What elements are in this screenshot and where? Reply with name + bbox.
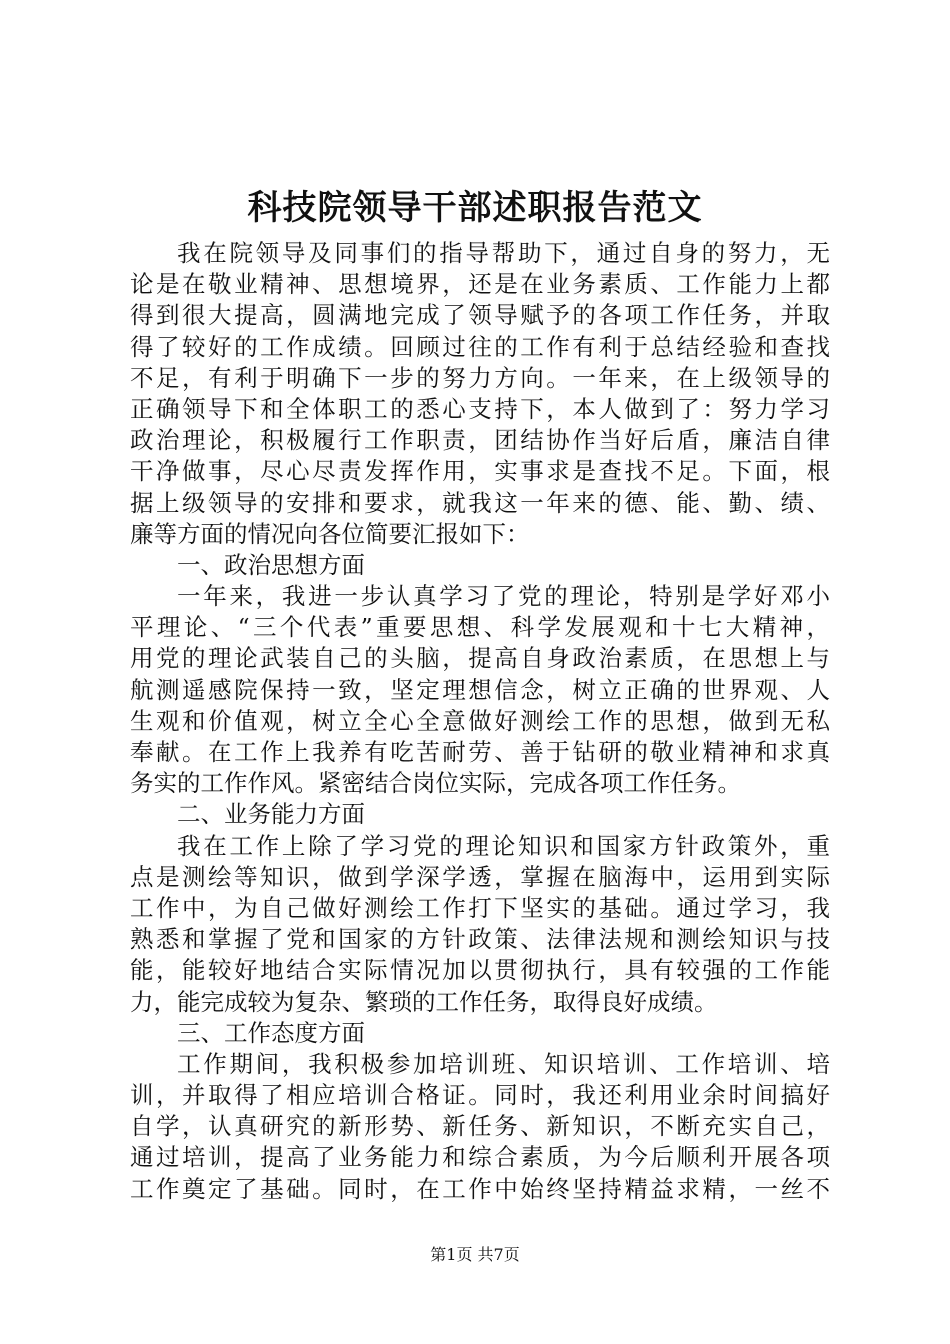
body-line: 得了较好的工作成绩。回顾过往的工作有利于总结经验和查找 [130, 332, 830, 361]
body-line: 力，能完成较为复杂、繁琐的工作任务，取得良好成绩。 [130, 987, 718, 1016]
body-line: 廉等方面的情况向各位简要汇报如下： [130, 519, 530, 548]
body-line: 正确领导下和全体职工的悉心支持下，本人做到了：努力学习 [130, 394, 830, 423]
body-line: 熟悉和掌握了党和国家的方针政策、法律法规和测绘知识与技 [130, 925, 830, 954]
body-line: 能，能较好地结合实际情况加以贯彻执行，具有较强的工作能 [130, 956, 830, 985]
body-line: 论是在敬业精神、思想境界，还是在业务素质、工作能力上都 [130, 270, 830, 299]
body-line: 工作期间，我积极参加培训班、知识培训、工作培训、培 [177, 1049, 830, 1078]
body-line: 干净做事，尽心尽责发挥作用，实事求是查找不足。下面，根 [130, 457, 830, 486]
body-line: 奉献。在工作上我养有吃苦耐劳、善于钻研的敬业精神和求真 [130, 738, 830, 766]
body-line: 用党的理论武装自己的头脑，提高自身政治素质，在思想上与 [130, 644, 830, 673]
body-line: 通过培训，提高了业务能力和综合素质，为今后顺利开展各项 [130, 1143, 830, 1172]
body-line: 工作中，为自己做好测绘工作打下坚实的基础。通过学习，我 [130, 893, 830, 922]
body-line: 一年来，我进一步认真学习了党的理论，特别是学好邓小 [177, 582, 830, 611]
body-line: 平理论、“三个代表”重要思想、科学发展观和十七大精神， [130, 613, 830, 642]
body-line: 我在工作上除了学习党的理论知识和国家方针政策外，重 [177, 831, 830, 860]
body-line: 不足，有利于明确下一步的努力方向。一年来，在上级领导的 [130, 363, 830, 392]
body-line: 政治理论，积极履行工作职责，团结协作当好后盾，廉洁自律 [130, 426, 830, 455]
document-title: 科技院领导干部述职报告范文 [247, 188, 703, 228]
body-line: 自学，认真研究的新形势、新任务、新知识，不断充实自己， [130, 1112, 830, 1141]
page-footer: 第1页 共7页 [430, 1245, 520, 1264]
body-line: 航测遥感院保持一致，坚定理想信念，树立正确的世界观、人 [130, 675, 830, 704]
body-line: 点是测绘等知识，做到学深学透，掌握在脑海中，运用到实际 [130, 862, 830, 891]
section-heading: 二、业务能力方面 [177, 800, 365, 829]
section-heading: 一、政治思想方面 [177, 550, 365, 579]
body-line: 训，并取得了相应培训合格证。同时，我还利用业余时间搞好 [130, 1081, 830, 1110]
section-heading: 三、工作态度方面 [177, 1018, 365, 1047]
body-line: 工作奠定了基础。同时，在工作中始终坚持精益求精，一丝不 [130, 1174, 830, 1203]
body-line: 据上级领导的安排和要求，就我这一年来的德、能、勤、绩、 [130, 488, 830, 517]
body-line: 生观和价值观，树立全心全意做好测绘工作的思想，做到无私 [130, 706, 830, 735]
body-line: 得到很大提高，圆满地完成了领导赋予的各项工作任务，并取 [130, 301, 830, 330]
body-line: 务实的工作作风。紧密结合岗位实际，完成各项工作任务。 [130, 769, 741, 798]
body-line: 我在院领导及同事们的指导帮助下，通过自身的努力，无 [177, 239, 830, 267]
document-body [130, 238, 830, 1205]
